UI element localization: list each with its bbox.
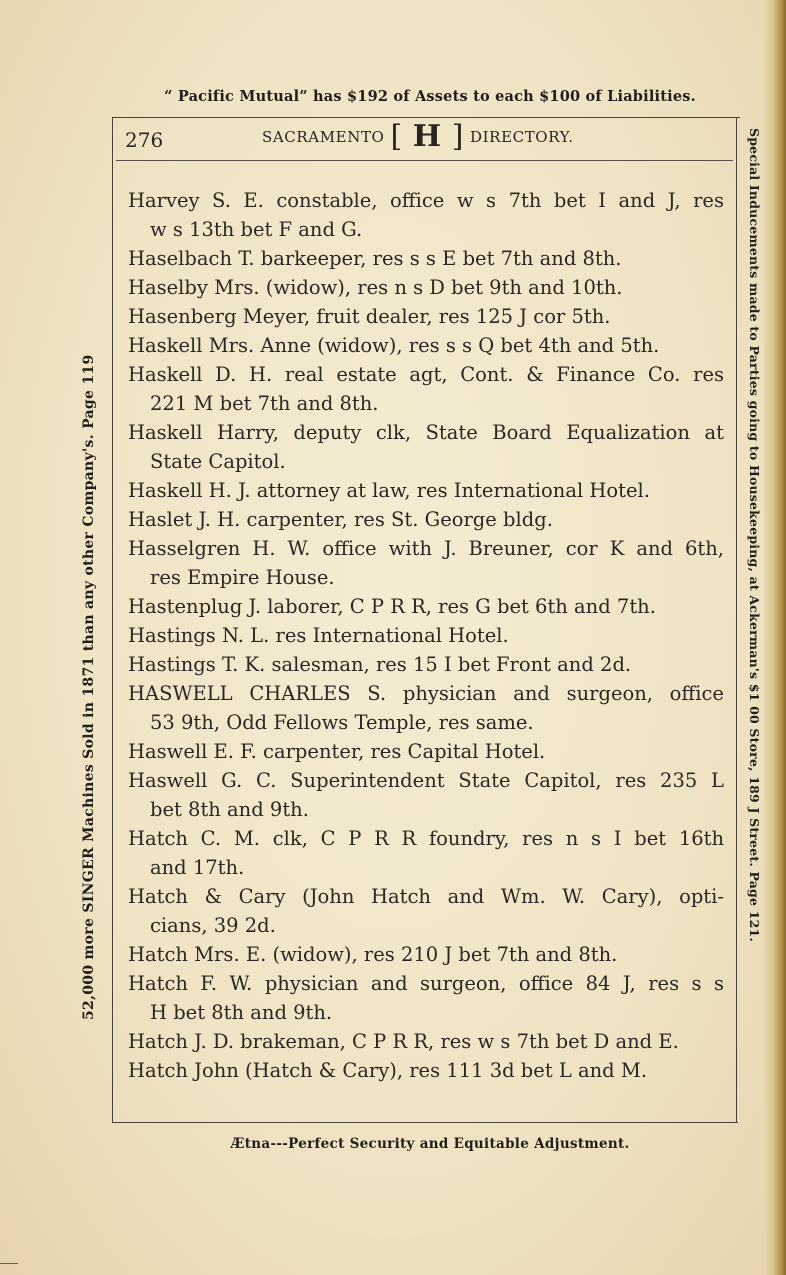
directory-entry — [0, 824, 786, 882]
page-edge-mark — [0, 1263, 18, 1264]
running-head — [262, 119, 574, 154]
entry-first-line: Hatch Mrs. E. (widow), res 210 J bet 7th and 8th. — [128, 943, 618, 966]
directory-entry — [0, 186, 786, 244]
entry-first-line: Hatch C. M. clk, C P R R foundry, res n s I bet 16th — [128, 827, 725, 850]
directory-entry — [0, 331, 786, 360]
entry-continuation-line: bet 8th and 9th. — [150, 798, 309, 821]
directory-entry — [0, 302, 786, 331]
entry-first-line: Haslet J. H. carpenter, res St. George bldg. — [128, 508, 553, 531]
entry-first-line: Haskell Mrs. Anne (widow), res s s Q bet 4th and 5th. — [128, 334, 660, 357]
entry-continuation-line: State Capitol. — [150, 450, 286, 473]
directory-entry — [0, 766, 786, 824]
directory-entry — [0, 418, 786, 476]
entry-continuation-line: 221 M bet 7th and 8th. — [150, 392, 379, 415]
bracket-close: ] — [451, 119, 465, 154]
entry-first-line: Hatch J. D. brakeman, C P R R, res w s 7th bet D and E. — [128, 1030, 679, 1053]
entry-continuation-line: cians, 39 2d. — [150, 914, 276, 937]
entry-first-line: Haselbach T. barkeeper, res s s E bet 7th and 8th. — [128, 247, 622, 270]
frame-bottom-border — [112, 1122, 738, 1123]
entry-first-line: Hastings N. L. res International Hotel. — [128, 624, 509, 647]
directory-entry — [0, 621, 786, 650]
running-head-city: SACRAMENTO — [262, 128, 385, 146]
directory-entry — [0, 273, 786, 302]
left-margin-advertisement: 52,000 more SINGER Machines Sold in 1871 than any other Company's. Page 119 — [81, 354, 97, 1020]
entry-first-line: Hatch F. W. physician and surgeon, office 84 J, res s s — [128, 972, 724, 995]
bottom-advertisement: Ætna---Perfect Security and Equitable Adjustment. — [230, 1136, 630, 1152]
entry-first-line: Hatch & Cary (John Hatch and Wm. W. Cary), opti- — [128, 885, 724, 908]
directory-entry — [0, 244, 786, 273]
page-number: 276 — [125, 128, 164, 152]
entry-continuation-line: w s 13th bet F and G. — [150, 218, 363, 241]
entry-first-line: Haswell G. C. Superintendent State Capitol, res 235 L — [128, 769, 724, 792]
directory-entry — [0, 505, 786, 534]
frame-top-border — [112, 117, 740, 118]
directory-entry — [0, 360, 786, 418]
header-divider — [116, 160, 733, 161]
section-letter: H — [412, 119, 442, 154]
entry-first-line: Haswell E. F. carpenter, res Capital Hotel. — [128, 740, 546, 763]
directory-entries — [0, 186, 786, 1085]
directory-entry — [0, 1027, 786, 1056]
right-margin-advertisement: Special Inducements made to Parties going to Housekeeping, at Ackerman's $1 00 Store, 189 J Street. Page 121. — [747, 128, 762, 942]
directory-entry — [0, 940, 786, 969]
entry-continuation-line: H bet 8th and 9th. — [150, 1001, 333, 1024]
directory-entry — [0, 882, 786, 940]
entry-first-line: Hasenberg Meyer, fruit dealer, res 125 J cor 5th. — [128, 305, 611, 328]
directory-entry — [0, 534, 786, 592]
entry-continuation-line: res Empire House. — [150, 566, 335, 589]
entry-first-line: HASWELL CHARLES S. physician and surgeon, office — [128, 682, 724, 705]
top-advertisement: “ Pacific Mutual” has $192 of Assets to each $100 of Liabilities. — [164, 88, 696, 105]
entry-first-line: Hastenplug J. laborer, C P R R, res G bet 6th and 7th. — [128, 595, 656, 618]
entry-first-line: Harvey S. E. constable, office w s 7th bet I and J, res — [128, 189, 724, 212]
entry-first-line: Haskell D. H. real estate agt, Cont. & Finance Co. res — [128, 363, 725, 386]
directory-entry — [0, 476, 786, 505]
entry-continuation-line: and 17th. — [150, 856, 245, 879]
directory-entry — [0, 650, 786, 679]
bracket-open: [ — [390, 119, 403, 154]
running-head-title: DIRECTORY. — [470, 128, 574, 146]
directory-entry — [0, 969, 786, 1027]
entry-first-line: Haskell H. J. attorney at law, res International Hotel. — [128, 479, 650, 502]
directory-entry — [0, 737, 786, 766]
entry-first-line: Hatch John (Hatch & Cary), res 111 3d bet L and M. — [128, 1059, 648, 1082]
entry-first-line: Hasselgren H. W. office with J. Breuner, cor K and 6th, — [128, 537, 725, 560]
directory-entry — [0, 679, 786, 737]
entry-first-line: Hastings T. K. salesman, res 15 I bet Front and 2d. — [128, 653, 632, 676]
directory-entry — [0, 1056, 786, 1085]
entry-continuation-line: 53 9th, Odd Fellows Temple, res same. — [150, 711, 534, 734]
directory-entry — [0, 592, 786, 621]
entry-first-line: Haskell Harry, deputy clk, State Board Equalization at — [128, 421, 724, 444]
entry-first-line: Haselby Mrs. (widow), res n s D bet 9th and 10th. — [128, 276, 623, 299]
